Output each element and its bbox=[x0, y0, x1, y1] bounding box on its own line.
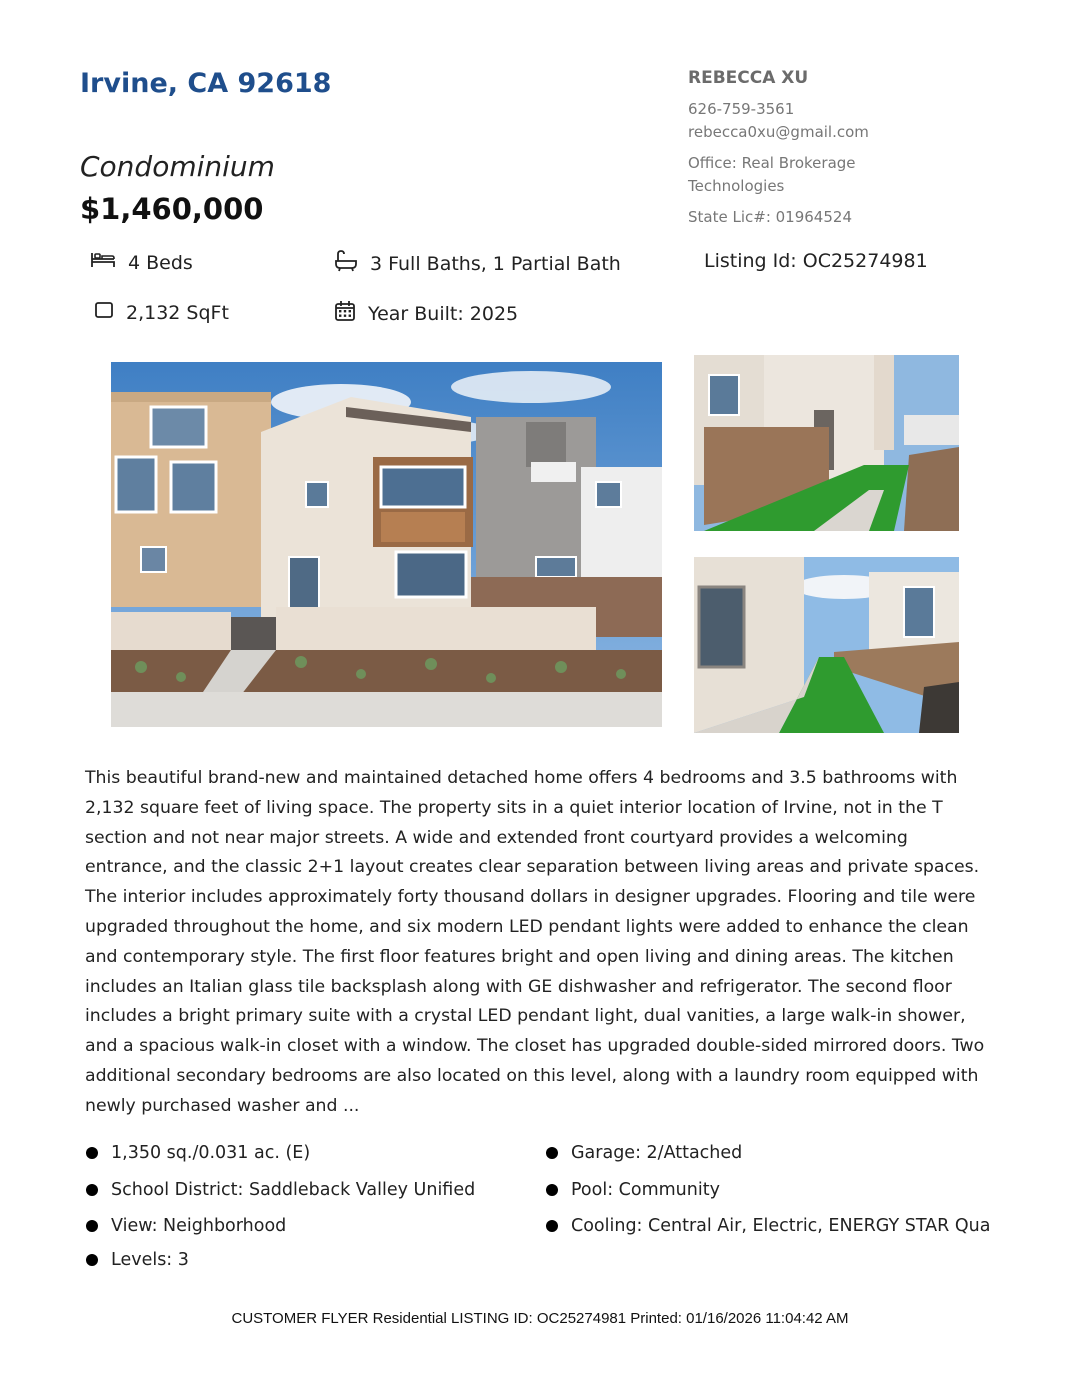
bullet-icon bbox=[546, 1184, 558, 1196]
bathtub-icon bbox=[334, 250, 370, 277]
stat-listing-id bbox=[704, 250, 928, 272]
feature-label: Pool: Community bbox=[571, 1180, 720, 1200]
listing-address: Irvine, CA 92618 bbox=[80, 68, 332, 99]
agent-contact-block bbox=[688, 68, 1018, 229]
stat-beds-label: 4 Beds bbox=[128, 251, 193, 274]
feature-label: Garage: 2/Attached bbox=[571, 1143, 743, 1163]
listing-id-label: Listing Id: OC25274981 bbox=[704, 250, 928, 272]
side-yard-photo-2[interactable] bbox=[694, 557, 959, 733]
agent-license: State Lic#: 01964524 bbox=[688, 208, 852, 226]
feature-label: School District: Saddleback Valley Unified bbox=[111, 1180, 476, 1200]
agent-email[interactable]: rebecca0xu@gmail.com bbox=[688, 123, 869, 141]
square-icon bbox=[94, 300, 126, 325]
agent-phone[interactable]: 626-759-3561 bbox=[688, 100, 795, 118]
property-type: Condominium bbox=[80, 150, 275, 183]
bullet-icon bbox=[546, 1220, 558, 1232]
bed-icon bbox=[90, 250, 128, 275]
feature-label: Cooling: Central Air, Electric, ENERGY STAR Qua bbox=[571, 1216, 991, 1236]
feature-lot-size bbox=[86, 1143, 310, 1163]
stat-year-built-label: Year Built: 2025 bbox=[368, 302, 519, 325]
feature-pool bbox=[546, 1180, 720, 1200]
listing-price: $1,460,000 bbox=[80, 192, 264, 226]
main-property-photo[interactable] bbox=[111, 362, 662, 727]
feature-label: 1,350 sq./0.031 ac. (E) bbox=[111, 1143, 311, 1163]
stat-sqft bbox=[94, 300, 229, 325]
feature-school-district bbox=[86, 1180, 475, 1200]
calendar-icon bbox=[334, 300, 368, 327]
feature-label: View: Neighborhood bbox=[111, 1216, 287, 1236]
bullet-icon bbox=[86, 1254, 98, 1266]
feature-levels bbox=[86, 1250, 189, 1270]
bullet-icon bbox=[86, 1147, 98, 1159]
side-yard-photo-1[interactable] bbox=[694, 355, 959, 531]
feature-garage bbox=[546, 1143, 742, 1163]
bullet-icon bbox=[86, 1220, 98, 1232]
stat-sqft-label: 2,132 SqFt bbox=[126, 301, 229, 324]
feature-cooling bbox=[546, 1216, 1080, 1236]
agent-name: REBECCA XU bbox=[688, 68, 809, 88]
bullet-icon bbox=[86, 1184, 98, 1196]
property-description: This beautiful brand-new and maintained detached home offers 4 bedrooms and 3.5 bathrooms with 2,132 square feet of living space. The property sits in a quiet interior location of Irvine, not in the T section and not near major streets. A wide and extended front courtyard provides a welcoming entrance, and the classic 2+1 layout creates clear separation between living areas and private spaces. The interior includes approximately forty thousand dollars in designer upgrades. Flooring and tile were upgraded throughout the home, and six modern LED pendant lights were added to enhance the clean and contemporary style. The first floor features bright and open living and dining areas. The kitchen includes an Italian glass tile backsplash along with GE dishwasher and refrigerator. The second floor includes a bright primary suite with a crystal LED pendant light, dual vanities, a large walk-in shower, and a spacious walk-in closet with a window. The closet has upgraded double-sided mirrored doors. Two additional secondary bedrooms are also located on this level, along with a laundry room equipped with newly purchased washer and ... bbox=[85, 768, 985, 1116]
stat-year-built bbox=[334, 300, 518, 327]
feature-view bbox=[86, 1216, 286, 1236]
stat-baths-label: 3 Full Baths, 1 Partial Bath bbox=[370, 252, 621, 275]
stat-baths bbox=[334, 250, 621, 277]
bullet-icon bbox=[546, 1147, 558, 1159]
flyer-footer: CUSTOMER FLYER Residential LISTING ID: OC25274981 Printed: 01/16/2026 11:04:42 AM bbox=[231, 1310, 849, 1327]
stat-beds bbox=[90, 250, 193, 275]
feature-label: Levels: 3 bbox=[111, 1250, 189, 1270]
agent-office-line2: Technologies bbox=[688, 177, 785, 195]
agent-office-line1: Office: Real Brokerage bbox=[688, 154, 856, 172]
